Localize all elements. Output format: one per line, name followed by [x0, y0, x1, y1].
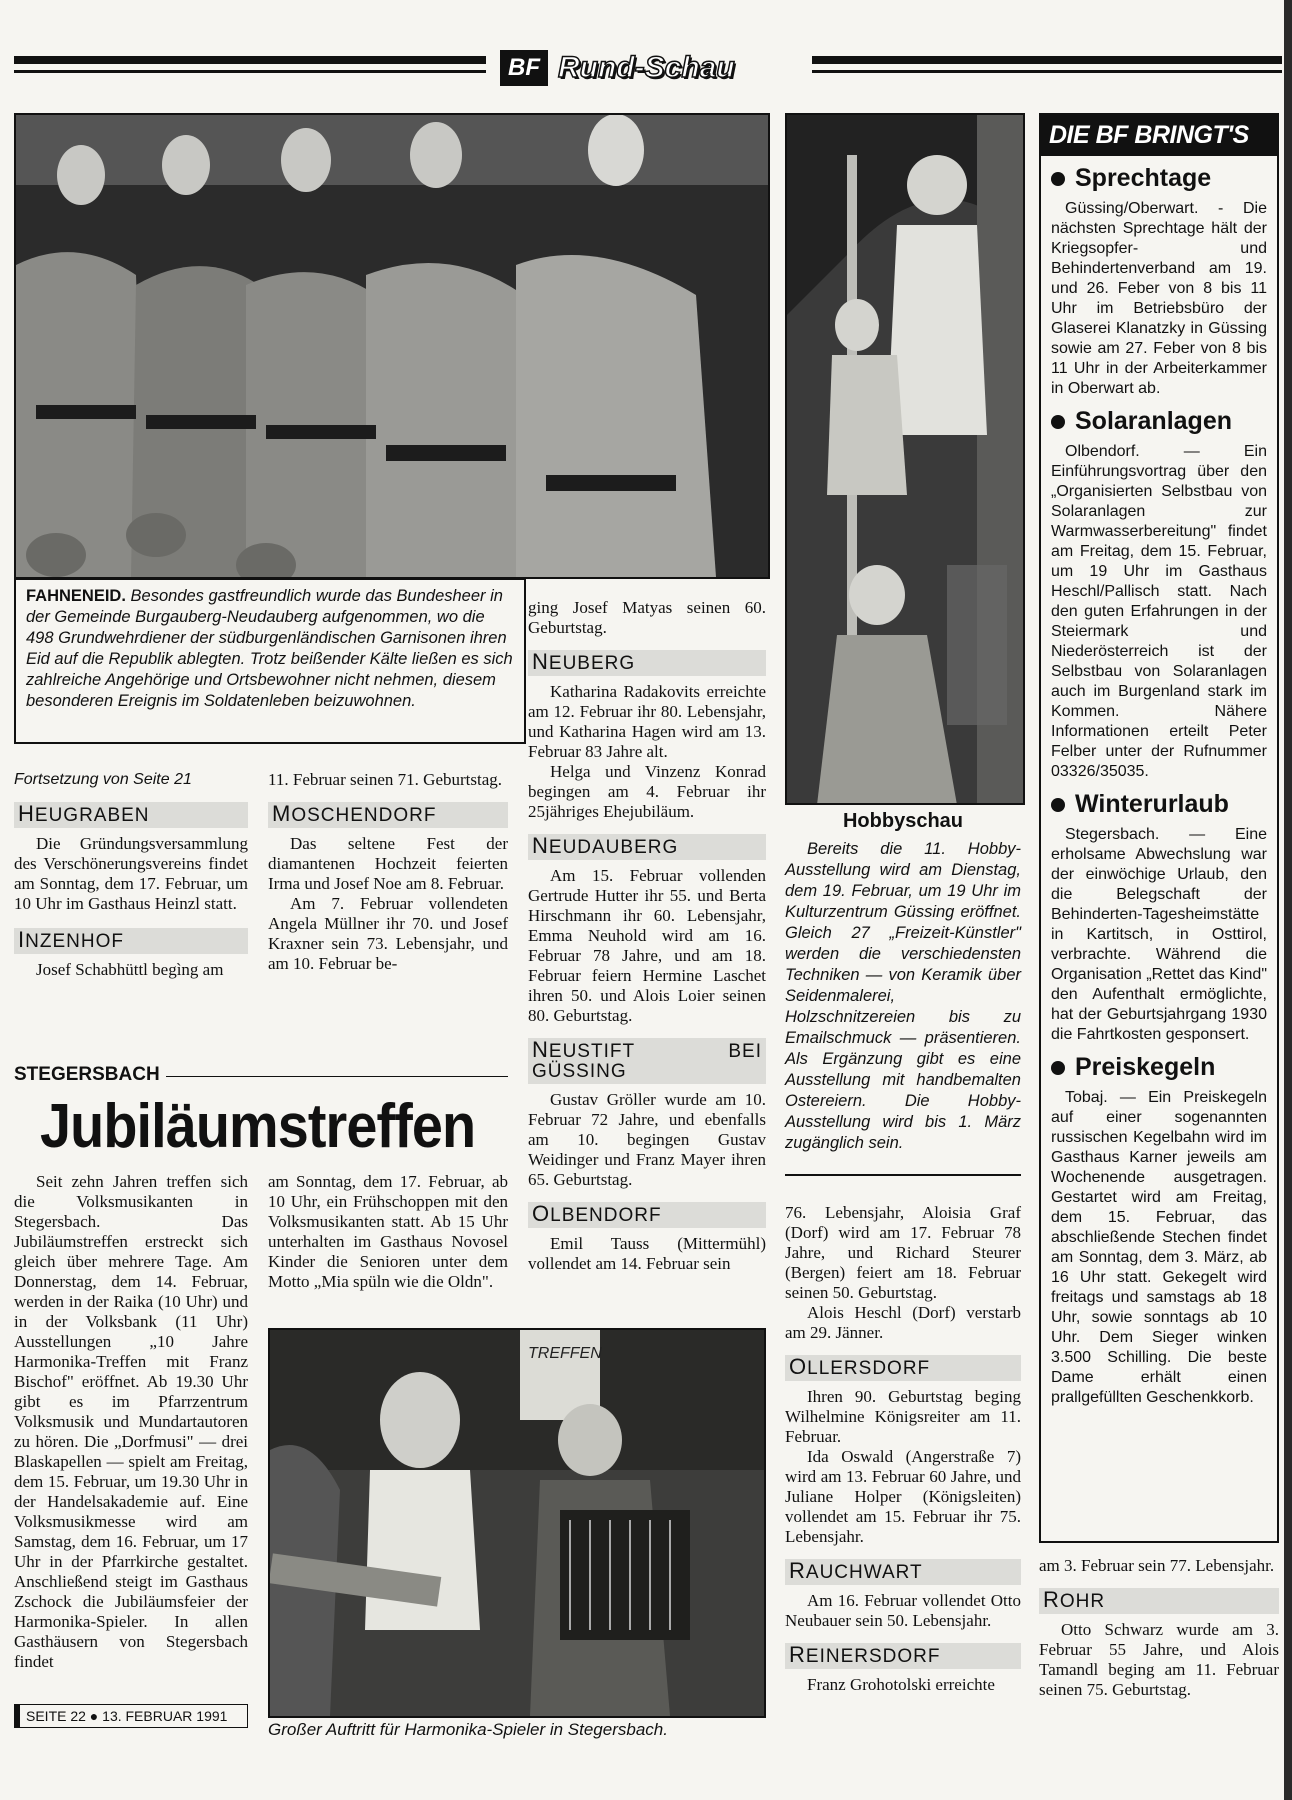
hobby-title: Hobbyschau: [842, 810, 964, 832]
text-neuberg-2: Helga und Vinzenz Konrad begingen am 4. Februar ihr 25jähriges Ehejubiläum.: [528, 762, 766, 821]
text-col2-start: 11. Februar seinen 71. Geburtstag.: [268, 770, 503, 789]
article-col-b: [268, 1172, 508, 1292]
hobby-text: Bereits die 11. Hobby-Ausstellung wird am Dienstag, dem 19. Februar, um 19 Uhr im Kulturzentrum Güssing eröffnet. Gleich 27 „Freizeit-Künstler" werden die verschiedensten Techniken — von Keramik über Seidenmalerei, Holzschnitzereien bis zu Emailschmuck — präsentieren. Als Ergänzung gibt es eine Ausstellung mit handbemalten Ostereiern. Die Hobby-Ausstellung wird bis 1. März zugänglich sein.: [785, 840, 1021, 1152]
page-footer: SEITE 22 ● 13. FEBRUAR 1991: [14, 1704, 248, 1728]
column-4: [785, 1203, 1021, 1695]
text-moschendorf-2: Am 7. Februar vollendeten Angela Müllner ihr 70. und Josef Kraxner sein 73. Lebensjahr, und am 10. Februar be-: [268, 894, 508, 973]
harmonika-caption: Großer Auftritt für Harmonika-Spieler in Stegersbach.: [268, 1720, 668, 1739]
text-neuberg-1: Katharina Radakovits erreichte am 12. Februar ihr 80. Lebensjahr, und Katharina Hagen wird am 13. Februar 83 Jahre alt.: [528, 682, 766, 761]
text-rohr: Otto Schwarz wurde am 3. Februar 55 Jahre, und Alois Tamandl beging am 11. Februar seinen 75. Geburtstag.: [1039, 1620, 1279, 1699]
text-col5-start: am 3. Februar sein 77. Lebensjahr.: [1039, 1556, 1275, 1575]
column-3: [528, 598, 766, 1274]
article-text-a: Seit zehn Jahren treffen sich die Volksmusikanten in Stegersbach. Das Jubiläumstreffen erstreckt sich gleich über mehrere Tage. Am Donnerstag, dem 14. Februar, werden in der Raika (10 Uhr) und in der Volksbank (11 Uhr) Ausstellungen „10 Jahre Harmonika-Treffen mit Franz Bischof" eröffnet. Ab 19.30 Uhr gibt es im Pfarrzentrum Volksmusik und Mundartautoren zu hören. Die „Dorfmusi" — drei Blaskapellen — spielt am Freitag, dem 15. Februar, um 19.30 Uhr in der Handelsakademie auf. Eine Volksmusikmesse wird am Samstag, dem 16. Februar, um 17 Uhr in der Pfarrkirche gestaltet. Anschließend steigt im Gasthaus Zschock die Jubiläumsfeier der Harmonika-Spieler. In allen Gasthäusern von Stegersbach findet: [14, 1172, 248, 1671]
bf-logo: BF: [500, 50, 548, 86]
heading-sprechtage: Sprechtage: [1075, 164, 1212, 192]
sidebar-title: DIE BF BRINGT'S: [1041, 115, 1277, 156]
bullet-icon: [1051, 798, 1065, 812]
heading-reinersdorf: REINERSDORF: [785, 1643, 1021, 1669]
text-inzenhof: Josef Schabhüttl begìng am: [36, 960, 224, 979]
hobby-rule: [785, 1174, 1021, 1176]
heading-neudauberg: NEUDAUBERG: [528, 834, 766, 860]
caption-head: FAHNENEID.: [26, 587, 126, 605]
masthead-rule-left-thin: [14, 70, 486, 73]
text-reinersdorf: Franz Grohotolski erreichte: [807, 1675, 995, 1694]
column-2: [268, 770, 508, 974]
puppets-photo: [785, 113, 1025, 805]
bullet-icon: [1051, 172, 1065, 186]
heading-winterurlaub: Winterurlaub: [1075, 790, 1229, 818]
bullet-icon: [1051, 1061, 1065, 1075]
text-rauchwart: Am 16. Februar vollendet Otto Neubauer sein 50. Lebensjahr.: [785, 1591, 1021, 1630]
heading-neuberg: NEUBERG: [528, 650, 766, 676]
text-winterurlaub: Stegersbach. — Eine erholsame Abwechslung war der einwöchige Urlaub, den die Belegschaft der Behinderten-Tagesheimstätte in Kartitsch, in Osttirol, verbrachte. Während die Organisation „Rettet das Kind" den Aufenthalt ermöglichte, hat der Geburtsjahrgang 1930 die Fahrtkosten gesponsert.: [1051, 826, 1267, 1043]
column-1: [14, 770, 248, 980]
text-col4-start: 76. Lebensjahr, Aloisia Graf (Dorf) wird am 17. Februar 78 Jahre, und Richard Steurer (Bergen) feiert am 18. Februar seinen 50. Geburtstag.: [785, 1203, 1021, 1302]
text-heugraben: Die Gründungsversammlung des Verschönerungsvereins findet am Sonntag, dem 17. Februar, um 10 Uhr im Gasthaus Heinzl statt.: [14, 834, 248, 913]
heading-neustift: NEUSTIFT BEI GÜSSING: [528, 1038, 766, 1084]
sidebar-box: [1039, 113, 1279, 1543]
continuation-note: Fortsetzung von Seite 21: [14, 771, 192, 788]
bullet-icon: [1051, 415, 1065, 429]
article-kicker-row: [14, 1064, 508, 1090]
heading-preiskegeln: Preiskegeln: [1075, 1053, 1216, 1081]
article-col-a: [14, 1172, 248, 1672]
caption-text: Besondes gastfreundlich wurde das Bundesheer in der Gemeinde Burgauberg-Neudauberg aufgenommen, wo die 498 Grundwehrdiener der südburgenländischen Garnisonen ihren Eid auf die Republik ablegten. Trotz beißender Kälte ließen es sich zahlreiche Angehörige und Ortsbewohner nicht nehmen, diesem besonderen Ereignis im Soldatenleben beizuwohnen.: [26, 587, 513, 710]
text-sprechtage: Güssing/Oberwart. - Die nächsten Sprechtage hält der Kriegsopfer- und Behindertenverband am 19. und 26. Feber von 8 bis 11 Uhr im Betriebsbüro der Glaserei Klanatzky in Güssing sowie am 27. Feber von 8 bis 11 Uhr in der Arbeiterkammer in Oberwart ab.: [1051, 200, 1267, 397]
heading-moschendorf: MOSCHENDORF: [268, 802, 508, 828]
heading-solaranlagen: Solaranlagen: [1075, 407, 1232, 435]
text-neustift: Gustav Gröller wurde am 10. Februar 72 Jahre, und ebenfalls am 10. begingen Gustav Weidinger und Franz Mayer ihren 65. Geburtstag.: [528, 1090, 766, 1189]
article-headline: Jubiläumstreffen: [40, 1092, 476, 1161]
poster-text: TREFFEN: [528, 1345, 602, 1362]
article-text-b: am Sonntag, dem 17. Februar, ab 10 Uhr, ein Frühschoppen mit den Volksmusikanten statt. Ab 15 Uhr unterhalten im Gasthaus Novosel Kinder die Senioren unter dem Motto „Mia spüln wie die Oldn".: [268, 1172, 508, 1291]
text-moschendorf-1: Das seltene Fest der diamantenen Hochzeit feierten Irma und Josef Noe am 8. Februar.: [268, 834, 508, 893]
masthead-rule-right-thin: [812, 70, 1282, 73]
page-edge: [1284, 0, 1292, 1800]
section-title: Rund-Schau: [558, 51, 735, 84]
heading-rohr: ROHR: [1039, 1588, 1279, 1614]
text-ollersdorf-1: Ihren 90. Geburtstag beging Wilhelmine Königsreiter am 11. Februar.: [785, 1387, 1021, 1446]
text-ollersdorf-2: Ida Oswald (Angerstraße 7) wird am 13. Februar 60 Jahre, und Juliane Holper (Königsleiten) vollendet am 15. Februar ihr 75. Lebensjahr.: [785, 1447, 1021, 1546]
masthead-rule-right: [812, 56, 1282, 64]
soldiers-photo: [14, 113, 770, 579]
article-kicker: STEGERSBACH: [14, 1064, 166, 1085]
heading-inzenhof: INZENHOF: [14, 928, 248, 954]
heading-rauchwart: RAUCHWART: [785, 1559, 1021, 1585]
text-heschl: Alois Heschl (Dorf) verstarb am 29. Jänner.: [785, 1303, 1021, 1342]
heading-heugraben: HEUGRABEN: [14, 802, 248, 828]
heading-ollersdorf: OLLERSDORF: [785, 1355, 1021, 1381]
soldiers-caption: [14, 578, 526, 744]
harmonika-photo: [268, 1328, 766, 1718]
heading-olbendorf: OLBENDORF: [528, 1202, 766, 1228]
text-col3-start: ging Josef Matyas seinen 60. Geburtstag.: [528, 598, 766, 637]
text-olbendorf: Emil Tauss (Mittermühl) vollendet am 14. Februar sein: [528, 1234, 766, 1273]
text-solaranlagen: Olbendorf. — Ein Einführungsvortrag über den „Organisierten Selbstbau von Solaranlagen zur Warmwasserbereitung" findet am Freitag, dem 15. Februar, um 19 Uhr im Gasthaus Heschl/Pallisch statt. Nach den guten Erfahrungen in der Steiermark und Niederösterreich ist der Selbstbau von Solaranlagen auch im Burgenland stark im Kommen. Nähere Informationen erteilt Peter Felber unter der Rufnummer 03326/35035.: [1051, 443, 1267, 780]
text-preiskegeln: Tobaj. — Ein Preiskegeln auf einer sogenannten russischen Kegelbahn wird im Gasthaus Karner jeweils am Wochenende ausgetragen. Gestartet wird am Freitag, dem 15. Februar, das abschließende Stechen findet am Sonntag, dem 3. März, ab 16 Uhr statt. Gekegelt wird freitags und samstags ab 18 Uhr, sowie sonntags ab 10 Uhr. Dem Sieger winken 3.500 Schilling. Die beste Dame erhält einen prallgefüllten Geschenkkorb.: [1051, 1089, 1267, 1406]
masthead: [500, 50, 800, 90]
hobby-box: [785, 810, 1021, 1176]
column-5: [1039, 1556, 1279, 1700]
text-neudauberg: Am 15. Februar vollenden Gertrude Hutter ihr 55. und Berta Hirschmann ihr 60. Lebensjahr, Emma Neuhold wird am 16. Februar 78 Jahre, und am 18. Februar feiern Hermine Laschet ihren 50. und Alois Loier seinen 80. Geburtstag.: [528, 866, 766, 1025]
masthead-rule-left: [14, 56, 486, 64]
